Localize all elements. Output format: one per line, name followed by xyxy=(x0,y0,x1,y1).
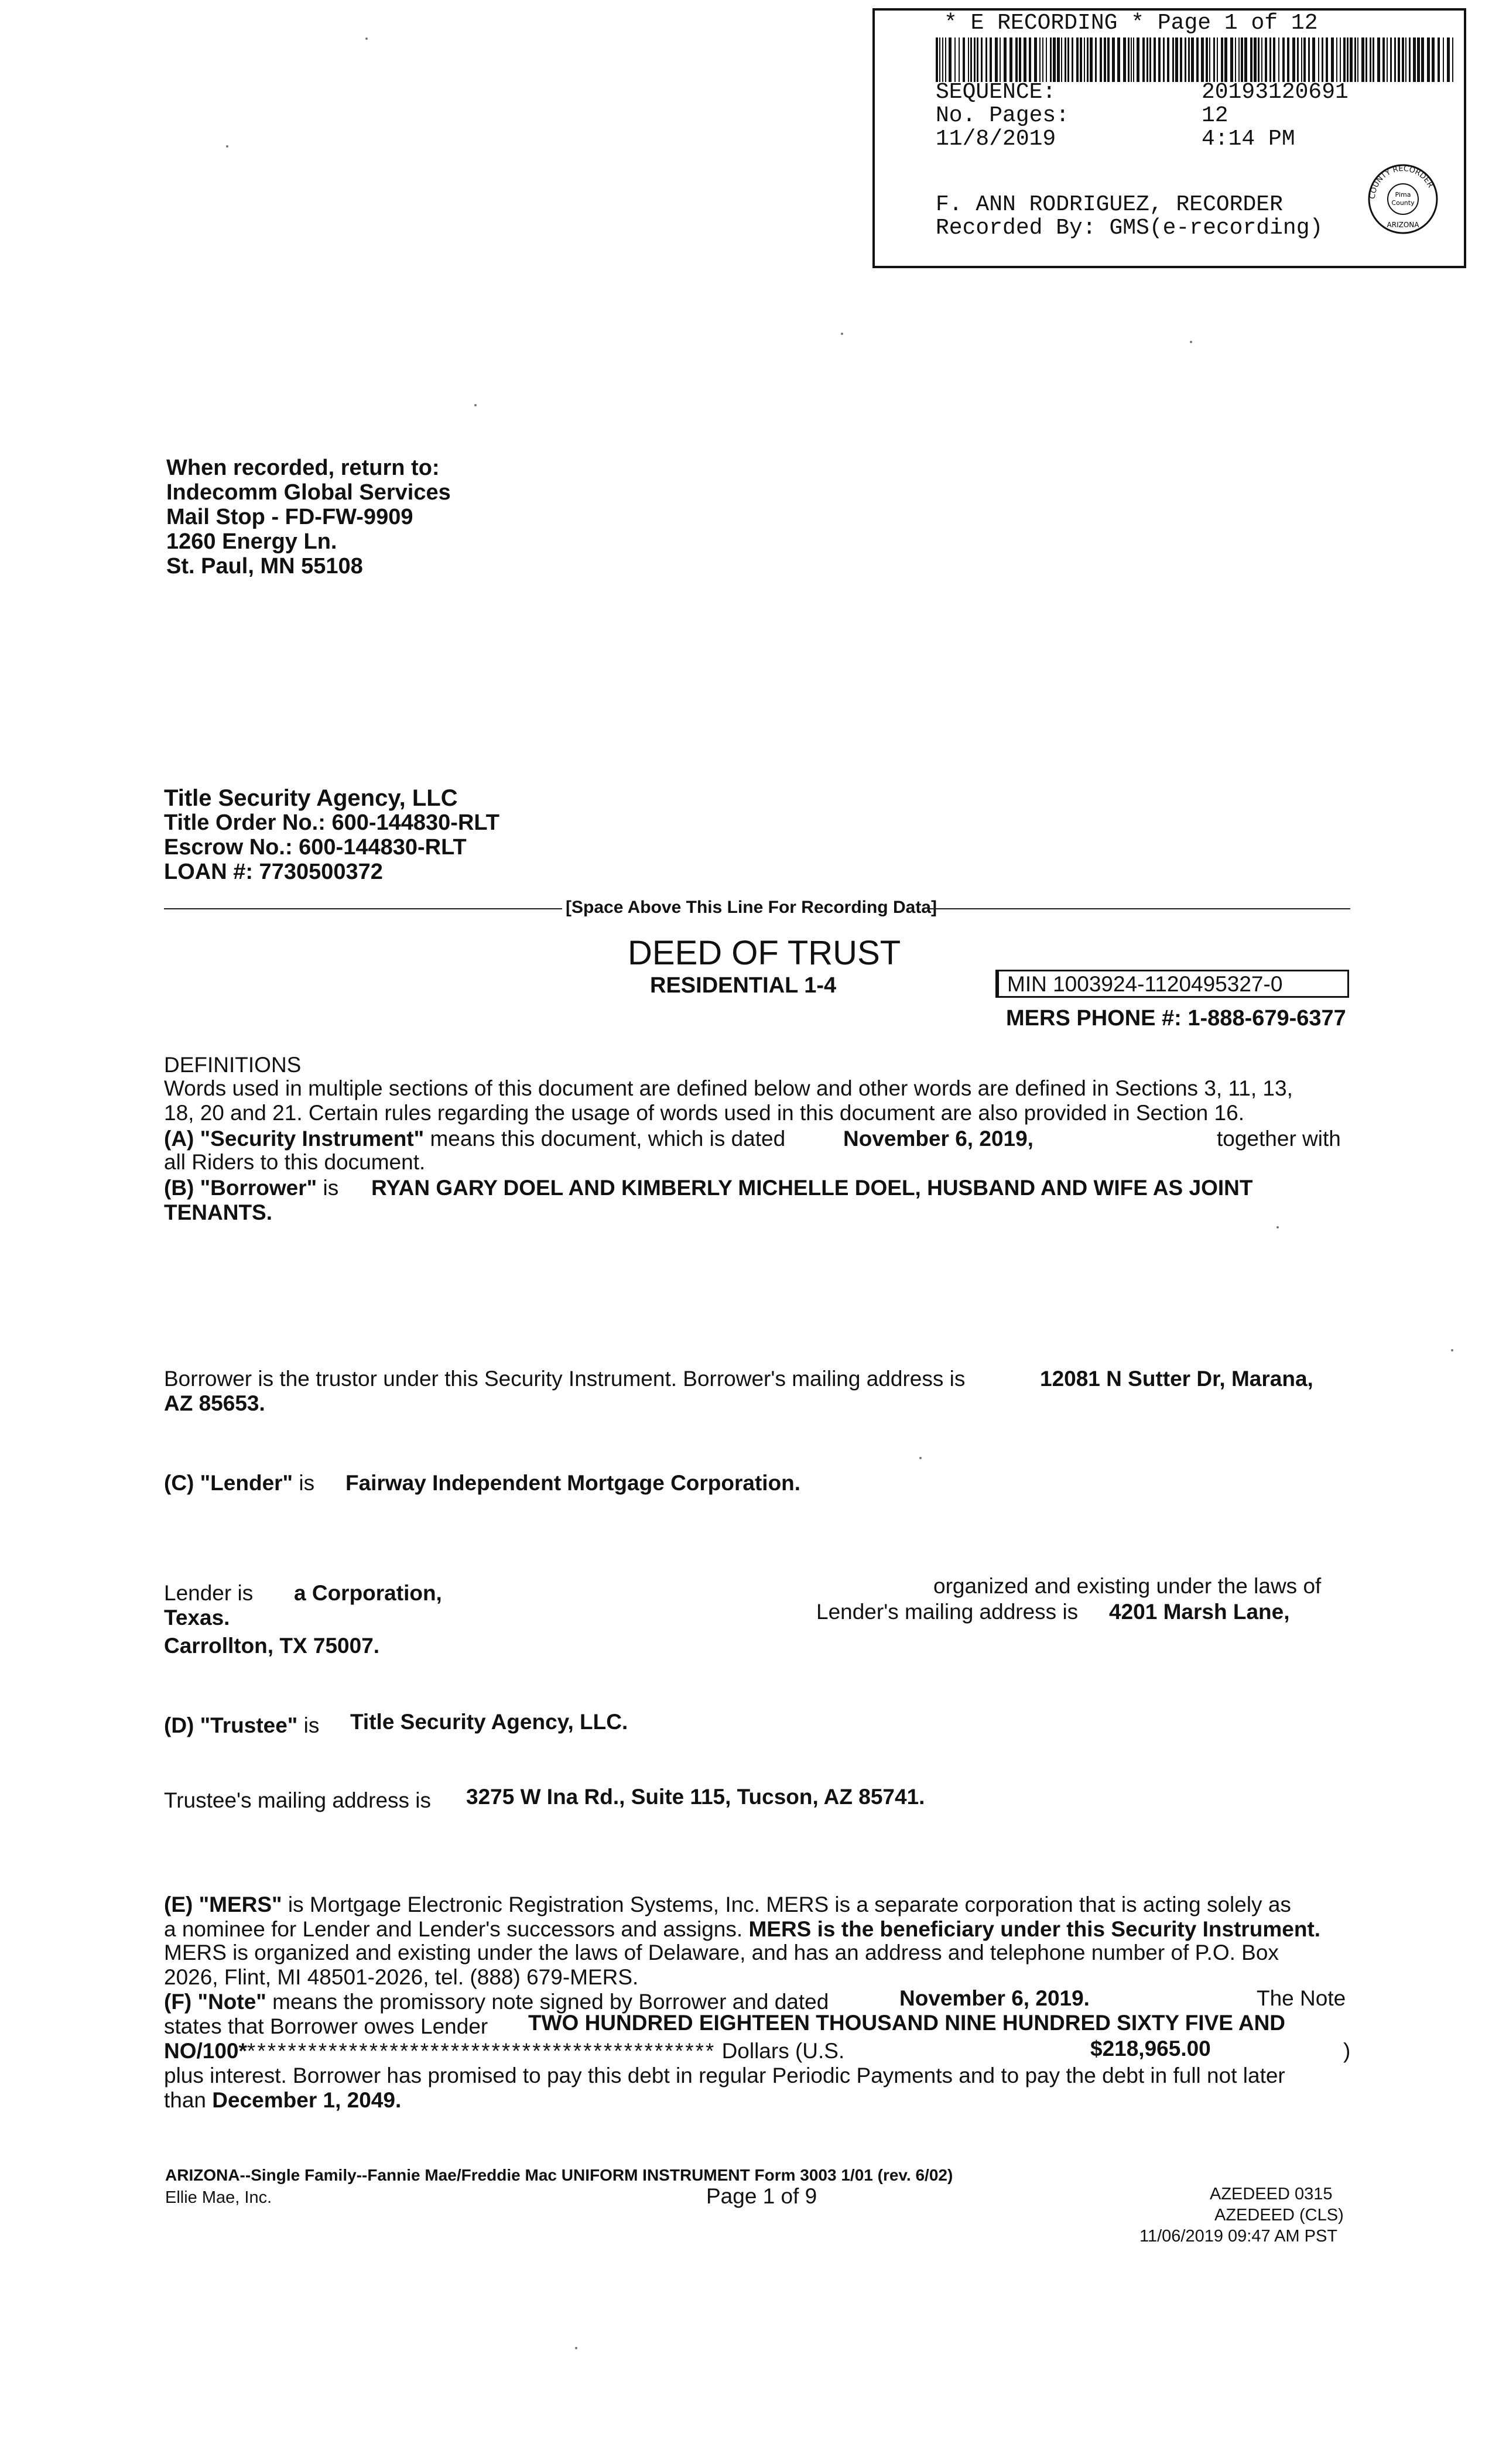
barcode-bar xyxy=(963,37,965,82)
barcode-bar xyxy=(1149,37,1151,82)
barcode-bar xyxy=(1185,37,1186,82)
barcode-bar xyxy=(970,37,972,82)
barcode-bar xyxy=(1084,37,1085,82)
barcode-bar xyxy=(1117,37,1120,82)
barcode-bar xyxy=(1390,37,1392,82)
barcode-bar xyxy=(1000,37,1001,82)
record-time: 4:14 PM xyxy=(1202,126,1295,152)
mers-phone: MERS PHONE #: 1-888-679-6377 xyxy=(1006,1006,1346,1031)
barcode-bar xyxy=(1413,37,1416,82)
trustee-address-label: Trustee's mailing address is xyxy=(164,1788,432,1812)
barcode-bar xyxy=(1154,37,1156,82)
barcode-bar xyxy=(954,37,956,82)
trustee-name: Title Security Agency, LLC. xyxy=(350,1710,628,1734)
record-date: 11/8/2019 xyxy=(936,126,1056,152)
note-date: November 6, 2019. xyxy=(899,1986,1090,2010)
barcode-bar xyxy=(1175,37,1178,82)
barcode-bar xyxy=(1188,37,1190,82)
svg-text:ARIZONA: ARIZONA xyxy=(1387,221,1419,229)
borrower-names: RYAN GARY DOEL AND KIMBERLY MICHELLE DOEL, HUSBAND AND WIFE AS JOINT xyxy=(371,1176,1253,1200)
barcode-bar xyxy=(1217,37,1218,82)
section-f-line3 xyxy=(164,2039,844,2063)
barcode-bar xyxy=(1244,37,1247,82)
section-e-line4: 2026, Flint, MI 48501-2026, tel. (888) 679-MERS. xyxy=(164,1965,639,1989)
pages-value: 12 xyxy=(1202,103,1228,128)
lender-is: Lender is xyxy=(164,1581,254,1605)
barcode-bar xyxy=(1065,37,1066,82)
recording-stamp xyxy=(872,8,1466,268)
scan-speck xyxy=(226,145,228,148)
recorder-name: F. ANN RODRIGUEZ, RECORDER xyxy=(936,192,1283,217)
barcode-bar xyxy=(990,37,992,82)
section-f-line2: states that Borrower owes Lender xyxy=(164,2014,488,2038)
barcode-bar xyxy=(1452,37,1453,82)
barcode xyxy=(936,37,1456,82)
barcode-bar xyxy=(1133,37,1134,82)
section-c-label: (C) "Lender" xyxy=(164,1471,293,1495)
barcode-bar xyxy=(1250,37,1252,82)
definitions-intro: Words used in multiple sections of this document are defined below and other words are defined in Sections 3, 11, 13, xyxy=(164,1076,1293,1100)
barcode-bar xyxy=(1080,37,1082,82)
scan-speck xyxy=(1276,1226,1279,1228)
amount-paren: ) xyxy=(1343,2039,1351,2063)
return-to-line: 1260 Energy Ln. xyxy=(166,529,337,554)
section-e-line2 xyxy=(164,1917,1320,1942)
barcode-bar xyxy=(1039,37,1041,82)
barcode-bar xyxy=(1024,37,1026,82)
barcode-bar xyxy=(1326,37,1328,82)
scan-speck xyxy=(841,333,843,335)
barcode-bar xyxy=(1019,37,1021,82)
barcode-bar xyxy=(1230,37,1233,82)
barcode-bar xyxy=(1201,37,1204,82)
document-subtitle: RESIDENTIAL 1-4 xyxy=(650,973,837,998)
section-a-tail: together with xyxy=(1217,1127,1341,1151)
section-d-label: (D) "Trustee" xyxy=(164,1713,298,1737)
return-to-line: Mail Stop - FD-FW-9909 xyxy=(166,505,413,529)
section-e-label: (E) "MERS" xyxy=(164,1893,282,1917)
lender-address-label: Lender's mailing address is xyxy=(816,1600,1079,1624)
barcode-bar xyxy=(1180,37,1182,82)
lender-name: Fairway Independent Mortgage Corporation. xyxy=(345,1471,801,1495)
section-b-label: (B) "Borrower" xyxy=(164,1176,317,1200)
barcode-bar xyxy=(1057,37,1060,82)
barcode-bar xyxy=(1137,37,1139,82)
loan-number: LOAN #: 7730500372 xyxy=(164,860,383,884)
borrower-address-2: AZ 85653. xyxy=(164,1391,265,1415)
barcode-bar xyxy=(1394,37,1396,82)
barcode-bar xyxy=(1336,37,1337,82)
trustee-address: 3275 W Ina Rd., Suite 115, Tucson, AZ 85741. xyxy=(466,1785,925,1809)
maturity-date: December 1, 2049. xyxy=(212,2088,402,2112)
barcode-bar xyxy=(1443,37,1444,82)
lender-state: Texas. xyxy=(164,1606,230,1630)
section-b xyxy=(164,1176,338,1200)
return-to-line: Indecomm Global Services xyxy=(166,480,451,505)
barcode-bar xyxy=(1287,37,1289,82)
borrower-names-2: TENANTS. xyxy=(164,1200,272,1224)
borrower-address-text: Borrower is the trustor under this Security Instrument. Borrower's mailing address is xyxy=(164,1367,966,1391)
barcode-bar xyxy=(1343,37,1346,82)
barcode-bar xyxy=(1034,37,1037,82)
section-f-text: means the promissory note signed by Borrower and dated xyxy=(272,1990,829,2014)
barcode-bar xyxy=(1331,37,1334,82)
barcode-bar xyxy=(981,37,983,82)
barcode-bar xyxy=(1427,37,1430,82)
barcode-bar xyxy=(1067,37,1069,82)
barcode-bar xyxy=(1142,37,1145,82)
section-c xyxy=(164,1471,314,1495)
barcode-bar xyxy=(1354,37,1356,82)
barcode-bar xyxy=(1405,37,1406,82)
barcode-bar xyxy=(1224,37,1227,82)
barcode-bar xyxy=(1282,37,1285,82)
barcode-bar xyxy=(1318,37,1319,82)
barcode-bar xyxy=(1221,37,1223,82)
barcode-bar xyxy=(1398,37,1400,82)
sequence-value: 20193120691 xyxy=(1202,80,1349,105)
barcode-bar xyxy=(1172,37,1174,82)
scan-speck xyxy=(1451,1349,1453,1351)
svg-text:COUNTY RECORDER: COUNTY RECORDER xyxy=(1368,164,1435,200)
barcode-bar xyxy=(1308,37,1310,82)
barcode-bar xyxy=(1112,37,1115,82)
barcode-bar xyxy=(1340,37,1341,82)
barcode-bar xyxy=(1009,37,1012,82)
section-b-is: is xyxy=(323,1176,339,1200)
barcode-bar xyxy=(1206,37,1208,82)
borrower-address: 12081 N Sutter Dr, Marana, xyxy=(1040,1367,1313,1391)
barcode-bar xyxy=(1409,37,1411,82)
barcode-bar xyxy=(1029,37,1031,82)
barcode-bar xyxy=(974,37,976,82)
return-to-line: St. Paul, MN 55108 xyxy=(166,554,363,579)
form-code-2: AZEDEED (CLS) xyxy=(1214,2206,1344,2225)
barcode-bar xyxy=(1167,37,1169,82)
form-footer: ARIZONA--Single Family--Fannie Mae/Freddie Mac UNIFORM INSTRUMENT Form 3003 1/01 (rev. 6/02) xyxy=(165,2166,953,2184)
scan-speck xyxy=(365,37,368,40)
barcode-bar xyxy=(1303,37,1306,82)
document-title: DEED OF TRUST xyxy=(628,934,901,972)
barcode-bar xyxy=(1254,37,1257,82)
section-a-label: (A) "Security Instrument" xyxy=(164,1127,425,1151)
form-code: AZEDEED 0315 xyxy=(1210,2185,1333,2203)
stamp-header: * E RECORDING * Page 1 of 12 xyxy=(944,11,1318,36)
section-c-is: is xyxy=(299,1471,315,1495)
barcode-bar xyxy=(1147,37,1148,82)
svg-text:Pima: Pima xyxy=(1395,191,1411,199)
scan-speck xyxy=(575,2347,577,2349)
min-box: MIN 1003924-1120495327-0 xyxy=(995,970,1349,998)
county-seal-icon xyxy=(1365,162,1440,237)
barcode-bar xyxy=(1447,37,1450,82)
barcode-bar xyxy=(1123,37,1126,82)
section-e-line3: MERS is organized and existing under the laws of Delaware, and has an address and telephone number of P.O. Box xyxy=(164,1941,1279,1965)
barcode-bar xyxy=(1301,37,1302,82)
print-timestamp: 11/06/2019 09:47 AM PST xyxy=(1139,2227,1338,2246)
barcode-bar xyxy=(1104,37,1106,82)
lender-address: 4201 Marsh Lane, xyxy=(1109,1600,1290,1624)
loan-amount: $218,965.00 xyxy=(1090,2037,1211,2061)
amount-in-words-2: NO/100* xyxy=(164,2039,247,2063)
section-f-than: than xyxy=(164,2088,207,2112)
return-to-heading: When recorded, return to: xyxy=(166,456,440,480)
barcode-bar xyxy=(1402,37,1404,82)
dollars-label: Dollars (U.S. xyxy=(721,2039,845,2063)
separator-line xyxy=(164,908,562,909)
scan-speck xyxy=(474,404,477,406)
barcode-bar xyxy=(1361,37,1364,82)
space-above-line: [Space Above This Line For Recording Data] xyxy=(566,898,937,917)
barcode-bar xyxy=(1258,37,1260,82)
amount-in-words: TWO HUNDRED EIGHTEEN THOUSAND NINE HUNDRED SIXTY FIVE AND xyxy=(528,2011,1286,2035)
barcode-bar xyxy=(1365,37,1367,82)
barcode-bar xyxy=(1421,37,1424,82)
section-f-line4: plus interest. Borrower has promised to pay this debt in regular Periodic Payments and to pay the debt in full not later xyxy=(164,2063,1285,2087)
vendor-name: Ellie Mae, Inc. xyxy=(165,2188,272,2207)
section-e xyxy=(164,1893,1291,1917)
section-d-is: is xyxy=(303,1713,320,1737)
barcode-bar xyxy=(1350,37,1353,82)
barcode-bar xyxy=(968,37,969,82)
barcode-bar xyxy=(1387,37,1388,82)
barcode-bar xyxy=(936,37,938,82)
barcode-bar xyxy=(1087,37,1089,82)
barcode-bar xyxy=(1438,37,1440,82)
barcode-bar xyxy=(959,37,960,82)
svg-text:County: County xyxy=(1391,199,1415,207)
barcode-bar xyxy=(977,37,978,82)
barcode-bar xyxy=(1209,37,1210,82)
section-e-line1: is Mortgage Electronic Registration Systems, Inc. MERS is a separate corporation that is acting solely as xyxy=(288,1893,1291,1917)
barcode-bar xyxy=(1163,37,1165,82)
barcode-bar xyxy=(1322,37,1323,82)
barcode-bar xyxy=(945,37,946,82)
barcode-bar xyxy=(1265,37,1267,82)
barcode-bar xyxy=(1107,37,1110,82)
barcode-bar xyxy=(1241,37,1243,82)
barcode-bar xyxy=(1357,37,1358,82)
barcode-bar xyxy=(1269,37,1271,82)
barcode-bar xyxy=(1377,37,1380,82)
barcode-bar xyxy=(1238,37,1240,82)
section-a xyxy=(164,1127,785,1151)
barcode-bar xyxy=(1297,37,1299,82)
lender-org: organized and existing under the laws of xyxy=(933,1574,1322,1598)
section-f-label: (F) "Note" xyxy=(164,1990,266,2014)
barcode-bar xyxy=(985,37,987,82)
barcode-bar xyxy=(1004,37,1007,82)
barcode-bar xyxy=(1053,37,1056,82)
barcode-bar xyxy=(1158,37,1161,82)
barcode-bar xyxy=(1235,37,1236,82)
barcode-bar xyxy=(939,37,940,82)
page-number: Page 1 of 9 xyxy=(706,2184,817,2208)
section-a-text: means this document, which is dated xyxy=(430,1127,786,1151)
pages-label: No. Pages: xyxy=(936,103,1070,128)
scan-speck xyxy=(919,1457,922,1459)
security-instrument-date: November 6, 2019, xyxy=(843,1127,1033,1151)
definitions-intro: 18, 20 and 21. Certain rules regarding the usage of words used in this document are also provided in Section 16. xyxy=(164,1101,1244,1125)
barcode-bar xyxy=(1061,37,1062,82)
lender-type: a Corporation, xyxy=(294,1581,442,1605)
barcode-bar xyxy=(1417,37,1420,82)
barcode-bar xyxy=(1191,37,1194,82)
barcode-bar xyxy=(942,37,943,82)
barcode-bar xyxy=(1261,37,1262,82)
title-order: Title Order No.: 600-144830-RLT xyxy=(164,810,500,835)
section-f-tail: The Note xyxy=(1257,1986,1346,2010)
barcode-bar xyxy=(1347,37,1349,82)
barcode-bar xyxy=(995,37,998,82)
barcode-bar xyxy=(1196,37,1199,82)
barcode-bar xyxy=(1213,37,1215,82)
barcode-bar xyxy=(1072,37,1073,82)
lender-address-2: Carrollton, TX 75007. xyxy=(164,1634,380,1658)
scan-speck xyxy=(1190,341,1192,343)
barcode-bar xyxy=(1100,37,1102,82)
agency-name: Title Security Agency, LLC xyxy=(164,785,458,811)
barcode-bar xyxy=(1131,37,1132,82)
barcode-bar xyxy=(949,37,952,82)
barcode-bar xyxy=(1042,37,1043,82)
barcode-bar xyxy=(1432,37,1435,82)
barcode-bar xyxy=(1312,37,1315,82)
definitions-heading: DEFINITIONS xyxy=(164,1053,302,1077)
barcode-bar xyxy=(1382,37,1385,82)
mers-beneficiary: MERS is the beneficiary under this Security Instrument. xyxy=(748,1917,1321,1941)
barcode-bar xyxy=(1076,37,1079,82)
section-a-line2: all Riders to this document. xyxy=(164,1150,426,1174)
barcode-bar xyxy=(1370,37,1371,82)
separator-line xyxy=(929,908,1350,909)
section-e-line2a: a nominee for Lender and Lender's successors and assigns. xyxy=(164,1917,743,1941)
barcode-bar xyxy=(1273,37,1275,82)
barcode-bar xyxy=(1373,37,1374,82)
barcode-bar xyxy=(1095,37,1097,82)
sequence-label: SEQUENCE: xyxy=(936,80,1056,105)
escrow-number: Escrow No.: 600-144830-RLT xyxy=(164,835,467,860)
barcode-bar xyxy=(1090,37,1093,82)
barcode-bar xyxy=(1292,37,1295,82)
barcode-bar xyxy=(1128,37,1130,82)
barcode-bar xyxy=(1015,37,1018,82)
recorded-by: Recorded By: GMS(e-recording) xyxy=(936,215,1323,241)
barcode-bar xyxy=(1046,37,1047,82)
section-f-line5 xyxy=(164,2088,401,2113)
section-d xyxy=(164,1713,319,1738)
barcode-bar xyxy=(1050,37,1052,82)
barcode-bar xyxy=(1278,37,1279,82)
asterisk-fill: ********************************************** xyxy=(247,2039,716,2063)
